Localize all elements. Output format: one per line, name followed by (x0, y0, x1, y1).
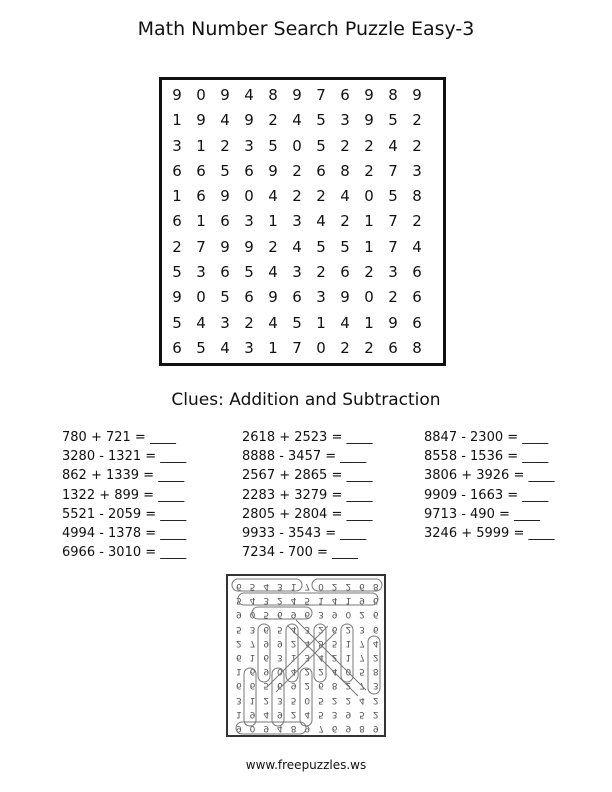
answer-grid-cell: 4 (290, 595, 297, 606)
answer-grid-cell: 2 (345, 581, 352, 592)
grid-cell: 1 (172, 111, 182, 130)
grid-cell: 3 (412, 161, 422, 180)
answer-grid-cell: 9 (263, 637, 270, 648)
answer-grid-cell: 5 (359, 666, 365, 677)
grid-cell: 8 (388, 86, 398, 104)
clue-item: 1322 + 899 = ____ (62, 487, 185, 503)
answer-grid-cell: 5 (318, 694, 324, 705)
grid-cell: 1 (316, 313, 326, 332)
grid-cell: 6 (172, 338, 182, 357)
answer-grid-cell: 2 (331, 694, 338, 705)
grid-cell: 0 (196, 86, 206, 104)
grid-cell: 3 (172, 136, 182, 155)
answer-grid-cell: 3 (235, 694, 242, 705)
answer-loop (258, 624, 270, 682)
grid-cell: 5 (316, 136, 326, 155)
answer-grid-cell: 7 (249, 637, 256, 648)
answer-grid-cell: 4 (304, 637, 311, 648)
grid-cell: 9 (220, 237, 230, 256)
answer-grid-cell: 9 (263, 723, 270, 734)
clue-item: 8847 - 2300 = ____ (424, 430, 549, 445)
grid-cell: 1 (364, 212, 374, 231)
grid-cell: 4 (292, 237, 302, 256)
grid-cell: 8 (412, 187, 422, 206)
grid-cell: 8 (268, 86, 278, 104)
grid-cell: 7 (316, 86, 326, 104)
answer-grid-cell: 2 (318, 623, 324, 634)
answer-grid-cell: 5 (235, 595, 242, 606)
answer-loop (314, 624, 326, 682)
answer-grid-cell: 5 (318, 637, 324, 648)
answer-grid-cell: 8 (331, 680, 338, 691)
grid-cell: 8 (412, 338, 422, 357)
grid-cell: 9 (364, 86, 374, 104)
answer-loop (244, 668, 256, 726)
answer-key-thumbnail (226, 574, 386, 737)
clue-item: 9909 - 1663 = ____ (424, 487, 549, 503)
grid-cell: 6 (196, 187, 206, 206)
grid-cell: 2 (220, 136, 230, 155)
answer-grid-cell: 3 (304, 623, 311, 634)
clue-item: 2805 + 2804 = ____ (242, 506, 373, 522)
answer-grid-cell: 9 (331, 609, 338, 620)
answer-grid-cell: 6 (331, 723, 338, 734)
grid-cell: 6 (220, 212, 230, 231)
answer-grid-cell: 9 (290, 609, 297, 620)
clue-column-3 (424, 428, 554, 543)
answer-loop (300, 668, 312, 726)
answer-grid-cell: 5 (318, 708, 324, 719)
grid-cell: 4 (412, 237, 422, 256)
answer-grid-cell: 3 (277, 652, 283, 663)
grid-cell: 2 (364, 338, 374, 357)
answer-grid-cell: 8 (372, 581, 379, 592)
grid-cell: 9 (244, 237, 254, 256)
answer-grid-cell: 4 (277, 723, 283, 734)
answer-grid-cell: 5 (290, 694, 297, 705)
grid-cell: 4 (220, 111, 230, 130)
answer-grid-cell: 8 (372, 666, 379, 677)
answer-grid-cell: 5 (235, 623, 242, 634)
grid-cell: 5 (220, 161, 230, 180)
grid-cell: 6 (340, 263, 350, 282)
answer-grid-cell: 2 (345, 680, 352, 691)
answer-grid-cell: 9 (249, 708, 256, 719)
grid-cell: 2 (412, 111, 422, 130)
grid-cell: 9 (268, 288, 278, 307)
grid-cell: 1 (172, 187, 182, 206)
grid-cell: 1 (196, 136, 206, 155)
grid-cell: 5 (316, 237, 326, 256)
clue-column-1 (62, 428, 186, 562)
answer-grid-cell: 9 (277, 637, 283, 648)
grid-cell: 9 (172, 86, 182, 104)
answer-loop (368, 636, 380, 694)
answer-grid-cell: 9 (235, 723, 242, 734)
grid-cell: 9 (412, 86, 422, 104)
grid-cell: 7 (196, 237, 206, 256)
answer-grid-cell: 2 (263, 694, 270, 705)
grid-cell: 6 (412, 288, 422, 307)
grid-cell: 3 (196, 263, 206, 282)
grid-cell: 1 (268, 338, 278, 357)
grid-cell: 6 (388, 338, 398, 357)
grid-cell: 1 (364, 237, 374, 256)
answer-grid-cell: 1 (235, 666, 242, 677)
clue-item: 2618 + 2523 = ____ (242, 430, 373, 445)
answer-grid-cell: 5 (359, 708, 365, 719)
grid-cell: 9 (388, 313, 398, 332)
grid-cell: 3 (244, 338, 254, 357)
answer-grid-cell: 2 (304, 666, 311, 677)
answer-grid-cell: 4 (290, 666, 297, 677)
answer-grid-cell: 2 (372, 708, 379, 719)
grid-cell: 9 (292, 86, 302, 104)
answer-grid-cell: 4 (359, 694, 365, 705)
answer-grid-cell: 0 (249, 609, 256, 620)
answer-loop (252, 607, 312, 619)
answer-grid-cell: 6 (359, 581, 365, 592)
grid-cell: 2 (292, 187, 302, 206)
answer-grid-cell: 2 (304, 680, 311, 691)
grid-cell: 3 (388, 263, 398, 282)
grid-cell: 9 (196, 111, 206, 130)
grid-cell: 2 (340, 338, 350, 357)
clue-item: 7234 - 700 = ____ (242, 545, 359, 561)
answer-grid-cell: 7 (304, 581, 311, 592)
answer-grid-cell: 4 (249, 595, 256, 606)
answer-grid-cell: 1 (290, 581, 297, 592)
grid-cell: 5 (388, 187, 398, 206)
grid-cell: 2 (268, 237, 278, 256)
grid-cell: 0 (196, 288, 206, 307)
grid-cell: 5 (172, 313, 182, 332)
answer-grid-cell: 2 (318, 666, 324, 677)
answer-grid-cell: 2 (331, 581, 338, 592)
answer-grid-cell: 6 (263, 623, 270, 634)
answer-grid-cell: 1 (290, 652, 297, 663)
answer-grid-cell: 6 (249, 666, 256, 677)
grid-cell: 1 (196, 212, 206, 231)
grid-cell: 2 (388, 288, 398, 307)
grid-cell: 6 (244, 288, 254, 307)
answer-grid-cell: 9 (372, 723, 379, 734)
grid-cell: 5 (388, 111, 398, 130)
clue-item: 6966 - 3010 = ____ (62, 545, 187, 561)
answer-grid-cell: 3 (277, 581, 283, 592)
clue-item: 9713 - 490 = ____ (424, 506, 541, 522)
grid-cell: 7 (388, 212, 398, 231)
answer-grid-cell: 4 (263, 581, 270, 592)
grid-cell: 4 (220, 338, 230, 357)
answer-grid-cell: 6 (277, 609, 283, 620)
answer-grid-cell: 5 (263, 609, 270, 620)
answer-grid-cell: 0 (249, 723, 256, 734)
grid-cell: 0 (364, 187, 374, 206)
clue-item: 3280 - 1321 = ____ (62, 449, 187, 465)
grid-cell: 6 (412, 313, 422, 332)
grid-cell: 4 (268, 313, 278, 332)
answer-grid-cell: 3 (304, 652, 311, 663)
grid-cell: 2 (244, 313, 254, 332)
answer-loop (296, 620, 366, 690)
answer-grid-cell: 9 (359, 595, 365, 606)
clues-heading: Clues: Addition and Subtraction (171, 390, 441, 410)
answer-grid-cell: 1 (249, 652, 256, 663)
answer-loop (232, 579, 302, 591)
grid-cell: 5 (268, 136, 278, 155)
clue-item: 8558 - 1536 = ____ (424, 449, 549, 465)
answer-grid-cell: 0 (304, 694, 311, 705)
grid-cell: 4 (388, 136, 398, 155)
answer-grid-cell: 7 (359, 680, 365, 691)
grid-cell: 7 (388, 161, 398, 180)
grid-cell: 4 (268, 187, 278, 206)
grid-cell: 1 (364, 313, 374, 332)
grid-cell: 2 (340, 136, 350, 155)
answer-grid-cell: 4 (304, 708, 311, 719)
answer-grid-cell: 0 (345, 609, 352, 620)
answer-grid-cell: 1 (318, 595, 324, 606)
answer-loop (236, 722, 306, 734)
answer-grid-cell: 2 (345, 694, 352, 705)
answer-grid-cell: 0 (318, 581, 324, 592)
answer-grid-cell: 6 (304, 609, 311, 620)
answer-grid-cell: 2 (290, 637, 297, 648)
grid-cell: 8 (340, 161, 350, 180)
answer-grid-cell: 3 (318, 609, 324, 620)
grid-cell: 2 (292, 161, 302, 180)
grid-cell: 3 (292, 212, 302, 231)
grid-cell: 3 (244, 136, 254, 155)
grid-cell: 6 (172, 161, 182, 180)
grid-cell: 2 (364, 161, 374, 180)
answer-grid-cell: 9 (304, 723, 311, 734)
answer-grid-cell: 3 (331, 708, 338, 719)
grid-cell: 4 (340, 313, 350, 332)
answer-grid-cell: 4 (331, 595, 338, 606)
answer-grid-cell: 9 (263, 666, 270, 677)
answer-grid-cell: 4 (290, 623, 297, 634)
answer-grid-cell: 3 (263, 595, 270, 606)
answer-grid-cell: 6 (235, 680, 242, 691)
answer-grid-cell: 0 (345, 666, 352, 677)
answer-grid-cell: 5 (304, 595, 311, 606)
grid-cell: 9 (340, 288, 350, 307)
clue-item: 9933 - 3543 = ____ (242, 525, 367, 541)
answer-grid-cell: 6 (331, 623, 338, 634)
grid-cell: 0 (316, 338, 326, 357)
grid-cell: 7 (388, 237, 398, 256)
grid-cell: 6 (196, 161, 206, 180)
answer-grid-cell: 7 (359, 652, 365, 663)
answer-loop (286, 624, 298, 682)
clue-item: 8888 - 3457 = ____ (242, 449, 367, 465)
answer-grid-cell: 1 (345, 652, 352, 663)
answer-grid-cell: 6 (263, 652, 270, 663)
answer-grid-cell: 0 (277, 666, 283, 677)
answer-grid-cell: 8 (290, 723, 297, 734)
answer-grid-cell: 6 (277, 680, 283, 691)
grid-cell: 5 (340, 237, 350, 256)
grid-cell: 5 (316, 111, 326, 130)
puzzle-grid (165, 83, 429, 361)
answer-key-loops (228, 576, 386, 737)
grid-cell: 3 (220, 313, 230, 332)
grid-cell: 9 (172, 288, 182, 307)
answer-grid-cell: 2 (277, 595, 283, 606)
grid-cell: 2 (364, 263, 374, 282)
answer-grid-cell: 2 (372, 694, 379, 705)
answer-grid-cell: 4 (263, 708, 270, 719)
grid-cell: 6 (316, 161, 326, 180)
clue-item: 3806 + 3926 = ____ (424, 468, 555, 484)
grid-cell: 9 (220, 187, 230, 206)
answer-loop (341, 624, 353, 682)
clue-item: 2283 + 3279 = ____ (242, 487, 373, 503)
answer-grid-cell: 4 (372, 637, 379, 648)
grid-cell: 7 (292, 338, 302, 357)
grid-cell: 3 (292, 263, 302, 282)
clue-item: 3246 + 5999 = ____ (424, 525, 555, 541)
answer-grid-cell: 9 (235, 609, 242, 620)
answer-grid-cell: 2 (359, 609, 365, 620)
grid-cell: 2 (340, 212, 350, 231)
answer-grid-cell: 6 (318, 680, 324, 691)
answer-grid-cell: 2 (372, 652, 379, 663)
answer-grid-cell: 1 (235, 708, 242, 719)
answer-loop (276, 632, 336, 692)
grid-cell: 4 (292, 111, 302, 130)
grid-cell: 2 (172, 237, 182, 256)
answer-grid-cell: 6 (372, 595, 379, 606)
clue-item: 2567 + 2865 = ____ (242, 468, 373, 484)
grid-cell: 5 (292, 313, 302, 332)
answer-grid-cell: 2 (345, 623, 352, 634)
clue-item: 4994 - 1378 = ____ (62, 525, 187, 541)
answer-grid-cell: 5 (249, 581, 256, 592)
clue-item: 780 + 721 = ____ (62, 430, 176, 445)
answer-grid-cell: 6 (249, 680, 256, 691)
answer-grid-cell: 2 (235, 637, 242, 648)
page-title: Math Number Search Puzzle Easy-3 (137, 18, 475, 40)
answer-grid-cell: 9 (277, 708, 283, 719)
footer-url: www.freepuzzles.ws (245, 758, 367, 772)
answer-grid-cell: 1 (345, 595, 352, 606)
answer-grid-cell: 5 (263, 680, 270, 691)
grid-cell: 6 (220, 263, 230, 282)
grid-cell: 4 (268, 263, 278, 282)
answer-grid-cell: 6 (235, 652, 242, 663)
answer-grid-cell: 3 (277, 694, 283, 705)
answer-grid-cell: 3 (372, 680, 379, 691)
grid-cell: 1 (268, 212, 278, 231)
answer-grid-cell: 9 (290, 680, 297, 691)
grid-cell: 0 (244, 187, 254, 206)
answer-grid-cell: 1 (249, 694, 256, 705)
answer-grid-cell: 2 (290, 708, 297, 719)
grid-cell: 3 (244, 212, 254, 231)
grid-cell: 9 (220, 86, 230, 104)
grid-cell: 9 (244, 111, 254, 130)
clue-item: 5521 - 2059 = ____ (62, 506, 187, 522)
clue-item: 862 + 1339 = ____ (62, 468, 185, 484)
answer-grid-cell: 6 (372, 609, 379, 620)
answer-grid-cell: 2 (331, 652, 338, 663)
clue-column-2 (242, 428, 372, 562)
grid-cell: 9 (268, 161, 278, 180)
grid-cell: 2 (268, 111, 278, 130)
answer-grid-cell: 5 (277, 623, 283, 634)
grid-cell: 6 (292, 288, 302, 307)
answer-grid-cell: 6 (372, 623, 379, 634)
answer-grid-cell: 6 (235, 581, 242, 592)
answer-grid-cell: 3 (359, 623, 365, 634)
answer-grid-cell: 7 (318, 723, 324, 734)
answer-grid-cell: 5 (331, 637, 338, 648)
grid-cell: 9 (364, 111, 374, 130)
grid-cell: 6 (340, 86, 350, 104)
grid-cell: 3 (340, 111, 350, 130)
answer-grid-cell: 9 (345, 723, 352, 734)
answer-grid-cell: 4 (318, 652, 324, 663)
grid-cell: 4 (316, 212, 326, 231)
grid-cell: 3 (316, 288, 326, 307)
answer-grid-cell: 8 (359, 723, 365, 734)
grid-cell: 4 (244, 86, 254, 104)
grid-cell: 4 (196, 313, 206, 332)
answer-loop (238, 593, 378, 605)
grid-cell: 4 (340, 187, 350, 206)
grid-cell: 6 (244, 161, 254, 180)
grid-cell: 5 (196, 338, 206, 357)
grid-cell: 6 (412, 263, 422, 282)
answer-grid-cell: 4 (331, 666, 338, 677)
answer-grid-cell: 1 (345, 637, 352, 648)
grid-cell: 2 (316, 263, 326, 282)
grid-cell: 0 (364, 288, 374, 307)
grid-cell: 5 (220, 288, 230, 307)
grid-cell: 2 (412, 212, 422, 231)
grid-cell: 5 (172, 263, 182, 282)
answer-loop (312, 579, 382, 591)
answer-grid-cell: 9 (345, 708, 352, 719)
grid-cell: 5 (244, 263, 254, 282)
grid-cell: 2 (412, 136, 422, 155)
answer-grid-cell: 7 (359, 637, 365, 648)
grid-cell: 2 (316, 187, 326, 206)
grid-cell: 0 (292, 136, 302, 155)
grid-cell: 6 (172, 212, 182, 231)
answer-grid-cell: 3 (249, 623, 256, 634)
grid-cell: 2 (364, 136, 374, 155)
